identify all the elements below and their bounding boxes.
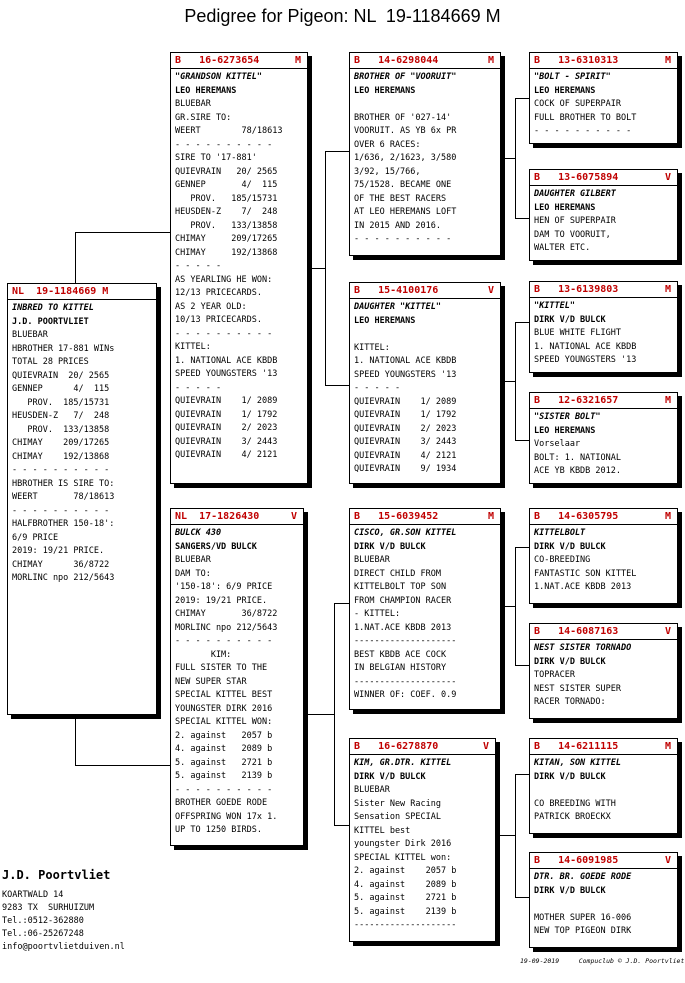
ring-header xyxy=(530,624,677,640)
ring-header xyxy=(8,284,156,300)
pedigree-notes xyxy=(530,640,677,712)
note-line: PROV. 185/15731 xyxy=(175,193,278,204)
ring-number: B 16-6273654 xyxy=(175,55,260,66)
note-line: 6/9 PRICE xyxy=(12,532,59,543)
breeder-phone: Tel.:0512-362880 xyxy=(2,916,84,926)
note-line: QUIEVRAIN 1/ 1792 xyxy=(175,409,278,420)
pedigree-notes xyxy=(171,525,303,840)
note-line: PATRICK BROECKX xyxy=(534,812,611,822)
note-line: BLUEBAR xyxy=(354,555,390,565)
note-line: FULL SISTER TO THE xyxy=(175,663,268,673)
note-line: - KITTEL: xyxy=(354,609,401,619)
note-line: MORLINC npo 212/5643 xyxy=(12,573,115,583)
ring-number: B 14-6087163 xyxy=(534,626,619,637)
breeder-mobile: Tel.:06-25267248 xyxy=(2,929,84,939)
ring-number: B 15-6039452 xyxy=(354,511,439,522)
note-line: - - - - - xyxy=(175,382,222,393)
note-line: 4. against 2089 b xyxy=(354,879,457,890)
breeder-line: DIRK V/D BULCK xyxy=(534,656,606,667)
ring-header xyxy=(171,53,307,69)
connector-line xyxy=(515,322,516,440)
breeder-line: SANGERS/VD BULCK xyxy=(175,541,257,552)
sex-marker: M xyxy=(664,55,671,66)
note-line: GR.SIRE TO: xyxy=(175,112,232,123)
note-line: - - - - - - - - - - xyxy=(175,784,273,795)
note-line: SPEED YOUNGSTERS '13 xyxy=(534,355,637,365)
breeder-line: LEO HEREMANS xyxy=(534,85,596,96)
note-line: MORLINC npo 212/5643 xyxy=(175,622,278,633)
note-line: 2019: 19/21 PRICE. xyxy=(175,595,268,606)
note-line: KIM: xyxy=(175,649,232,660)
breeder-line: LEO HEREMANS xyxy=(175,85,237,96)
note-line: BLUE WHITE FLIGHT xyxy=(534,328,621,338)
note-line: DAM TO: xyxy=(175,568,211,579)
note-line: DIRECT CHILD FROM xyxy=(354,568,441,579)
pedigree-box[interactable] xyxy=(529,623,678,719)
note-line: 12/13 PRICECARDS. xyxy=(175,288,262,298)
note-line: GENNEP 4/ 115 xyxy=(175,180,278,190)
pigeon-name: KIM, GR.DTR. KITTEL xyxy=(354,758,452,768)
sex-marker: M xyxy=(487,511,494,522)
note-line: 4. against 2089 b xyxy=(175,744,273,754)
connector-line xyxy=(515,774,529,775)
note-line: -------------------- xyxy=(354,920,457,930)
pedigree-notes xyxy=(530,525,677,597)
note-line: CHIMAY 36/8722 xyxy=(12,559,110,570)
note-line: - - - - - - - - - - xyxy=(534,126,632,136)
note-line: CO BREEDING WITH xyxy=(534,798,616,809)
breeder-postcode: 9283 TX SURHUIZUM xyxy=(2,903,95,913)
pedigree-box[interactable] xyxy=(170,508,304,846)
pedigree-box[interactable] xyxy=(529,52,678,144)
breeder-name: J.D. Poortvliet xyxy=(2,868,111,882)
pedigree-box[interactable] xyxy=(529,852,678,948)
note-line: -------------------- xyxy=(354,676,457,687)
ring-header xyxy=(530,509,677,525)
note-line: AT LEO HEREMANS LOFT xyxy=(354,207,457,217)
connector-line xyxy=(515,322,529,323)
pedigree-notes xyxy=(530,69,677,141)
note-line: - - - - - xyxy=(354,383,401,393)
note-line: HBROTHER IS SIRE TO: xyxy=(12,478,115,489)
pigeon-name: DAUGHTER GILBERT xyxy=(534,189,616,199)
note-line: 5. against 2139 b xyxy=(354,906,457,917)
note-line: 75/1528. BECAME ONE xyxy=(354,180,452,190)
sex-marker: V xyxy=(482,741,489,752)
note-line: QUIEVRAIN 1/ 2089 xyxy=(175,396,278,406)
note-line xyxy=(534,784,673,798)
note-line: 1. NATIONAL ACE KBDB xyxy=(354,356,457,366)
note-line: '150-18': 6/9 PRICE xyxy=(175,582,273,592)
print-footer: 19-09-2019 Compuclub © J.D. Poortvliet xyxy=(520,957,685,965)
connector-line xyxy=(515,665,529,666)
pigeon-name: KITTELBOLT xyxy=(534,528,586,538)
pedigree-notes xyxy=(350,69,500,249)
pedigree-notes xyxy=(171,69,307,465)
ring-header xyxy=(171,509,303,525)
ring-header xyxy=(530,853,677,869)
note-line: BROTHER OF '027-14' xyxy=(354,112,452,123)
note-line: BLUEBAR xyxy=(175,555,211,565)
breeder-line: DIRK V/D BULCK xyxy=(354,541,426,552)
note-line: WINNER OF: COEF. 0.9 xyxy=(354,690,457,700)
note-line: OVER 6 RACES: xyxy=(354,139,421,150)
sex-marker: V xyxy=(664,172,671,183)
note-line: QUIEVRAIN 4/ 2121 xyxy=(354,450,457,461)
note-line: NEW TOP PIGEON DIRK xyxy=(534,926,632,936)
note-line: BLUEBAR xyxy=(175,99,211,109)
sex-marker: M xyxy=(664,741,671,752)
sex-marker: V xyxy=(487,285,494,296)
note-line: QUIEVRAIN 3/ 2443 xyxy=(175,436,278,447)
note-line: CHIMAY 192/13868 xyxy=(12,451,110,462)
note-line: 1/636, 2/1623, 3/580 xyxy=(354,153,457,163)
sex-marker: M xyxy=(664,395,671,406)
note-line: KITTEL: xyxy=(175,342,211,352)
note-line: KITTEL: xyxy=(354,342,390,353)
note-line: QUIEVRAIN 1/ 1792 xyxy=(354,410,457,420)
note-line: RACER TORNADO: xyxy=(534,697,606,707)
note-line: UP TO 1250 BIRDS. xyxy=(175,825,262,835)
ring-header xyxy=(350,739,495,755)
note-line: DAM TO VOORUIT, xyxy=(534,229,611,240)
note-line: SPEED YOUNGSTERS '13 xyxy=(175,369,278,379)
pedigree-notes xyxy=(8,300,156,588)
note-line: HBROTHER 17-881 WINs xyxy=(12,343,115,354)
connector-line xyxy=(325,151,349,152)
note-line: 5. against 2139 b xyxy=(175,771,273,781)
note-line: NEST SISTER SUPER xyxy=(534,683,621,694)
ring-number: B 13-6075894 xyxy=(534,172,619,183)
connector-line xyxy=(500,606,515,607)
note-line: IN 2015 AND 2016. xyxy=(354,220,441,231)
note-line: Sensation SPECIAL xyxy=(354,812,441,822)
pedigree-notes xyxy=(350,755,495,935)
note-line: - - - - - - - - - - xyxy=(12,505,110,516)
note-line: SIRE TO '17-881' xyxy=(175,153,257,163)
note-line: 3/92, 15/766, xyxy=(354,166,421,177)
connector-line xyxy=(334,825,349,826)
note-line: 1.NAT.ACE KBDB 2013 xyxy=(534,582,632,592)
note-line: MOTHER SUPER 16-006 xyxy=(534,912,632,923)
connector-line xyxy=(515,774,516,897)
note-line: TOTAL 28 PRICES xyxy=(12,357,89,367)
pedigree-notes xyxy=(530,869,677,941)
note-line: BLUEBAR xyxy=(354,785,390,795)
pigeon-name: "BOLT - SPIRIT" xyxy=(534,72,611,82)
pedigree-notes xyxy=(530,186,677,258)
pedigree-notes xyxy=(530,298,677,370)
note-line: CHIMAY 209/17265 xyxy=(12,438,110,448)
ring-number: NL 17-1826430 xyxy=(175,511,260,522)
connector-line xyxy=(325,151,326,385)
note-line: - - - - - - - - - - xyxy=(175,139,273,150)
note-line: 1.NAT.ACE KBDB 2013 xyxy=(354,622,452,633)
note-line: PROV. 133/13858 xyxy=(175,220,278,231)
pedigree-notes xyxy=(350,525,500,705)
note-line: HEUSDEN-Z 7/ 248 xyxy=(175,207,278,217)
note-line: COCK OF SUPERPAIR xyxy=(534,99,621,109)
connector-line xyxy=(515,98,529,99)
note-line: 2. against 2057 b xyxy=(354,866,457,876)
breeder-line: DIRK V/D BULCK xyxy=(354,771,426,782)
note-line: YOUNGSTER DIRK 2016 xyxy=(175,703,273,714)
pigeon-name: NEST SISTER TORNADO xyxy=(534,643,632,653)
connector-line xyxy=(500,158,515,159)
note-line: Vorselaar xyxy=(534,439,581,449)
note-line: WEERT 78/18613 xyxy=(12,492,115,502)
breeder-line: LEO HEREMANS xyxy=(534,202,596,213)
note-line: 2019: 19/21 PRICE. xyxy=(12,546,105,556)
pigeon-name: BROTHER OF "VOORUIT" xyxy=(354,72,457,82)
note-line: PROV. 185/15731 xyxy=(12,397,110,408)
note-line: CO-BREEDING xyxy=(534,555,591,565)
note-line: KITTELBOLT TOP SON xyxy=(354,582,447,592)
connector-line xyxy=(515,897,529,898)
ring-number: B 16-6278870 xyxy=(354,741,439,752)
connector-line xyxy=(75,765,170,766)
connector-line xyxy=(515,547,516,665)
breeder-line: J.D. POORTVLIET xyxy=(12,316,89,327)
pedigree-box[interactable] xyxy=(7,283,157,715)
ring-header xyxy=(530,53,677,69)
note-line: BEST KBDB ACE COCK xyxy=(354,649,447,660)
connector-line xyxy=(305,714,334,715)
ring-header xyxy=(350,53,500,69)
note-line: AS 2 YEAR OLD: xyxy=(175,301,247,312)
ring-number: B 14-6298044 xyxy=(354,55,439,66)
note-line: OF THE BEST RACERS xyxy=(354,193,447,204)
pedigree-notes xyxy=(350,299,500,479)
sex-marker: M xyxy=(294,55,301,66)
note-line: BROTHER GOEDE RODE xyxy=(175,798,268,808)
note-line: QUIEVRAIN 9/ 1934 xyxy=(354,464,457,474)
breeder-line: DIRK V/D BULCK xyxy=(534,541,606,552)
note-line: HEUSDEN-Z 7/ 248 xyxy=(12,411,110,421)
ring-number: B 12-6321657 xyxy=(534,395,619,406)
ring-header xyxy=(530,282,677,298)
note-line: youngster Dirk 2016 xyxy=(354,839,452,849)
ring-number: NL 19-1184669 M xyxy=(12,286,109,297)
connector-line xyxy=(75,717,76,765)
note-line: CHIMAY 36/8722 xyxy=(175,609,278,619)
note-line: GENNEP 4/ 115 xyxy=(12,384,110,394)
note-line: QUIEVRAIN 20/ 2565 xyxy=(12,370,110,381)
note-line: QUIEVRAIN 3/ 2443 xyxy=(354,437,457,447)
connector-line xyxy=(500,835,515,836)
breeder-email[interactable]: info@poortvlietduiven.nl xyxy=(2,942,125,952)
sex-marker: V xyxy=(664,855,671,866)
note-line: Sister New Racing xyxy=(354,798,441,809)
sex-marker: M xyxy=(487,55,494,66)
note-line: SPECIAL KITTEL BEST xyxy=(175,690,273,700)
note-line: -------------------- xyxy=(354,636,457,646)
note-line: - - - - - - - - - - xyxy=(12,465,110,475)
note-line: IN BELGIAN HISTORY xyxy=(354,663,447,673)
note-line: ACE YB KBDB 2012. xyxy=(534,466,621,476)
sex-marker: V xyxy=(290,511,297,522)
note-line: - - - - - - - - - - xyxy=(175,636,273,646)
note-line: KITTEL best xyxy=(354,825,411,836)
pigeon-name: CISCO, GR.SON KITTEL xyxy=(354,528,457,538)
connector-line xyxy=(325,385,349,386)
note-line: CHIMAY 192/13868 xyxy=(175,247,278,258)
pigeon-name: "GRANDSON KITTEL" xyxy=(175,72,262,82)
note-line: 5. against 2721 b xyxy=(175,757,273,768)
note-line: BOLT: 1. NATIONAL xyxy=(534,452,621,463)
breeder-line: LEO HEREMANS xyxy=(534,425,596,436)
note-line: 5. against 2721 b xyxy=(354,893,457,903)
note-line: PROV. 133/13858 xyxy=(12,424,110,435)
note-line: FROM CHAMPION RACER xyxy=(354,595,452,606)
connector-line xyxy=(334,603,335,825)
note-line xyxy=(354,98,496,112)
ring-number: B 13-6310313 xyxy=(534,55,619,66)
note-line: 2. against 2057 b xyxy=(175,730,273,741)
note-line: OFFSPRING WON 17x 1. xyxy=(175,811,278,822)
ring-header xyxy=(530,170,677,186)
note-line: TOPRACER xyxy=(534,670,575,680)
note-line: SPECIAL KITTEL WON: xyxy=(175,717,273,727)
note-line: WALTER ETC. xyxy=(534,243,591,253)
pedigree-box[interactable] xyxy=(529,738,678,834)
pedigree-box[interactable] xyxy=(529,281,678,373)
note-line xyxy=(354,328,496,342)
ring-number: B 14-6211115 xyxy=(534,741,619,752)
note-line: FULL BROTHER TO BOLT xyxy=(534,112,637,123)
note-line: QUIEVRAIN 2/ 2023 xyxy=(175,423,278,433)
sex-marker: M xyxy=(664,284,671,295)
pigeon-name: BULCK 430 xyxy=(175,528,222,538)
ring-header xyxy=(350,509,500,525)
note-line: HALFBROTHER 150-18': xyxy=(12,519,115,529)
pigeon-name: "SISTER BOLT" xyxy=(534,412,601,422)
note-line: WEERT 78/18613 xyxy=(175,126,283,136)
pedigree-box[interactable] xyxy=(529,169,678,261)
note-line: CHIMAY 209/17265 xyxy=(175,234,278,244)
pedigree-box[interactable] xyxy=(529,508,678,604)
note-line: 10/13 PRICECARDS. xyxy=(175,315,262,325)
connector-line xyxy=(307,268,325,269)
breeder-address: KOARTWALD 14 xyxy=(2,890,64,900)
pedigree-box[interactable] xyxy=(349,508,501,710)
note-line: FANTASTIC SON KITTEL xyxy=(534,568,637,579)
note-line: QUIEVRAIN 4/ 2121 xyxy=(175,450,278,460)
connector-line xyxy=(515,547,529,548)
note-line: AS YEARLING HE WON: xyxy=(175,274,273,285)
ring-header xyxy=(350,283,500,299)
note-line: QUIEVRAIN 20/ 2565 xyxy=(175,166,278,177)
pedigree-box[interactable] xyxy=(529,392,678,484)
connector-line xyxy=(500,381,515,382)
pigeon-name: INBRED TO KITTEL xyxy=(12,303,94,313)
ring-number: B 14-6305795 xyxy=(534,511,619,522)
note-line: VOORUIT. AS YB 6x PR xyxy=(354,126,457,136)
ring-number: B 14-6091985 xyxy=(534,855,619,866)
connector-line xyxy=(75,232,170,233)
pigeon-name: "KITTEL" xyxy=(534,301,575,311)
note-line: 1. NATIONAL ACE KBDB xyxy=(534,341,637,352)
ring-header xyxy=(530,739,677,755)
pedigree-notes xyxy=(530,409,677,481)
breeder-line: LEO HEREMANS xyxy=(354,85,416,96)
breeder-line: LEO HEREMANS xyxy=(354,315,416,326)
note-line: 1. NATIONAL ACE KBDB xyxy=(175,355,278,366)
breeder-line: DIRK V/D BULCK xyxy=(534,314,606,325)
note-line xyxy=(534,898,673,912)
ring-number: B 13-6139803 xyxy=(534,284,619,295)
sex-marker: V xyxy=(664,626,671,637)
ring-header xyxy=(530,393,677,409)
breeder-line: DIRK V/D BULCK xyxy=(534,771,606,782)
connector-line xyxy=(515,440,529,441)
connector-line xyxy=(75,232,76,286)
note-line: - - - - - - - - - - xyxy=(175,328,273,339)
pedigree-box[interactable] xyxy=(349,738,496,942)
note-line: - - - - - xyxy=(175,261,222,271)
breeder-line: DIRK V/D BULCK xyxy=(534,885,606,896)
pedigree-box[interactable] xyxy=(170,52,308,484)
pigeon-name: KITAN, SON KITTEL xyxy=(534,758,621,768)
pedigree-box[interactable] xyxy=(349,52,501,256)
pedigree-notes xyxy=(530,755,677,827)
ring-number: B 15-4100176 xyxy=(354,285,439,296)
connector-line xyxy=(515,218,529,219)
connector-line xyxy=(515,98,516,218)
note-line: HEN OF SUPERPAIR xyxy=(534,216,616,226)
note-line: - - - - - - - - - - xyxy=(354,234,452,244)
note-line: QUIEVRAIN 2/ 2023 xyxy=(354,423,457,434)
page-title: Pedigree for Pigeon: NL 19-1184669 M xyxy=(184,6,501,26)
note-line: NEW SUPER STAR xyxy=(175,676,247,687)
note-line: SPECIAL KITTEL won: xyxy=(354,852,452,863)
note-line: SPEED YOUNGSTERS '13 xyxy=(354,369,457,380)
connector-line xyxy=(334,603,349,604)
pigeon-name: DAUGHTER "KITTEL" xyxy=(354,302,441,312)
pigeon-name: DTR. BR. GOEDE RODE xyxy=(534,872,632,882)
sex-marker: M xyxy=(664,511,671,522)
pedigree-box[interactable] xyxy=(349,282,501,484)
note-line: BLUEBAR xyxy=(12,330,48,340)
note-line: QUIEVRAIN 1/ 2089 xyxy=(354,396,457,407)
